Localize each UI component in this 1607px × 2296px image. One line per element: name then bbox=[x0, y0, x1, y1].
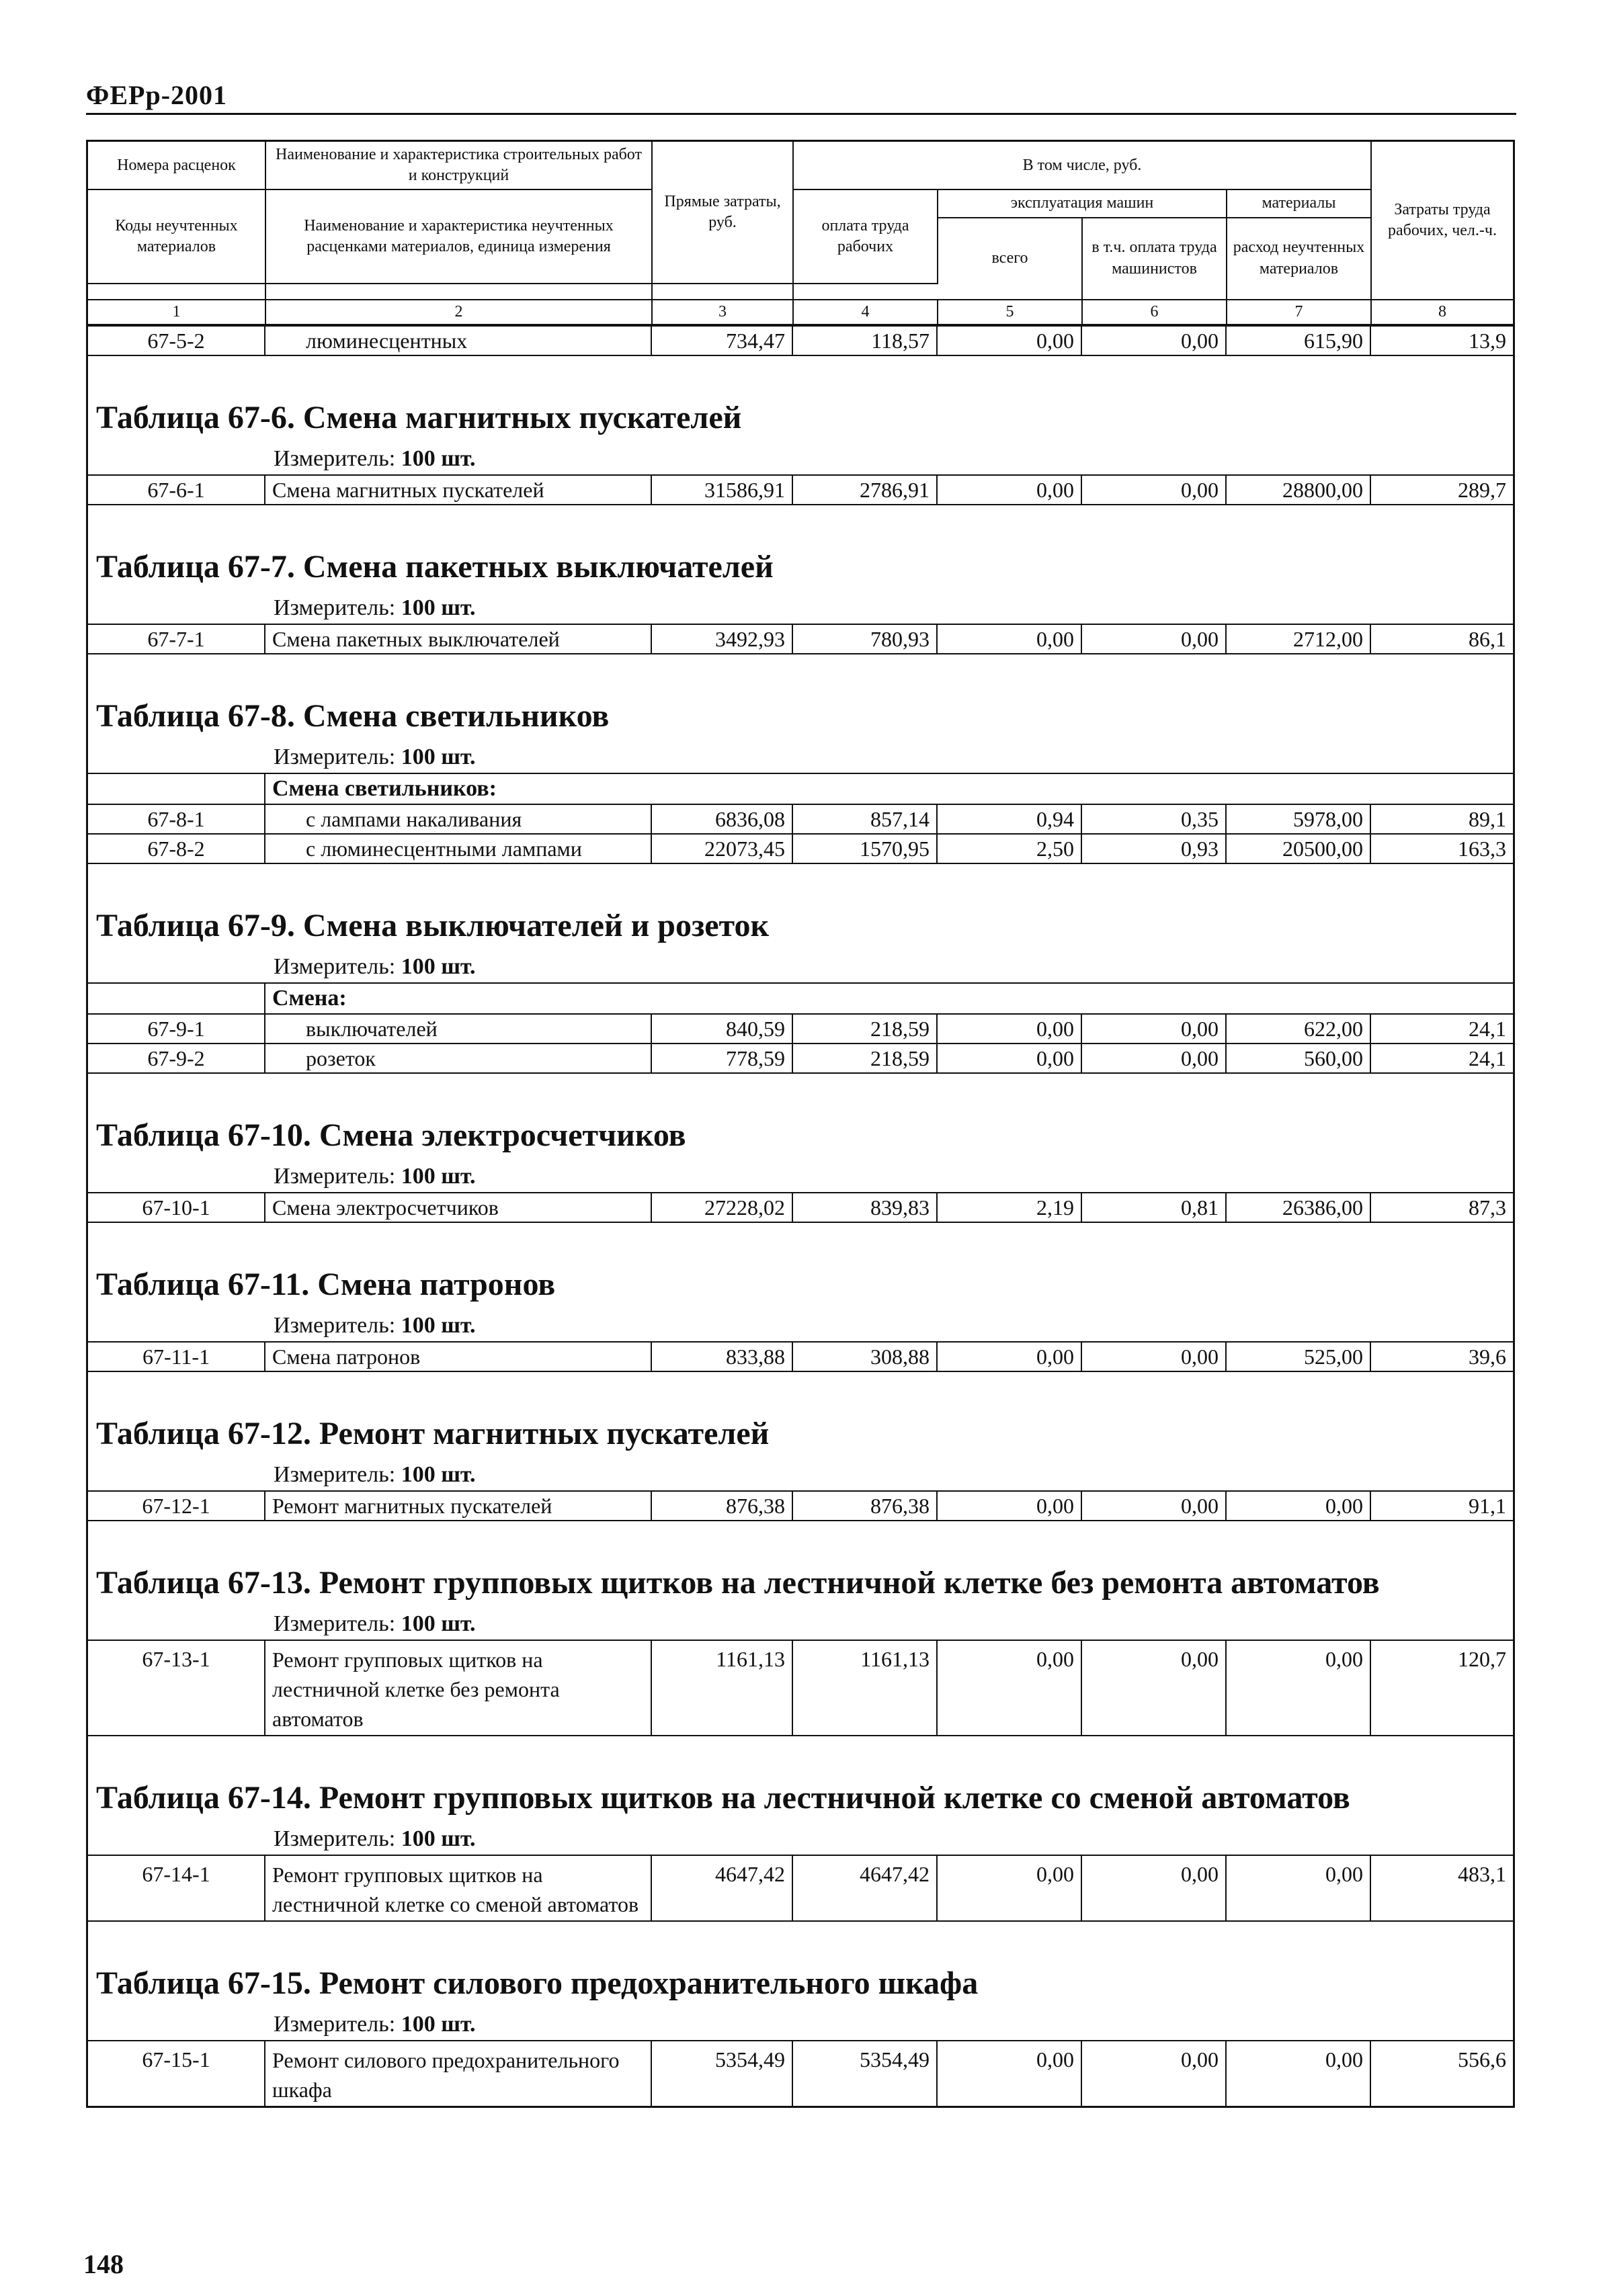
meter-value: 100 шт. bbox=[401, 595, 476, 620]
column-number: 4 bbox=[793, 300, 938, 325]
machines-total: 0,00 bbox=[938, 625, 1082, 653]
meter-label: Измеритель: bbox=[274, 2011, 396, 2037]
header-material-codes: Коды неучтенных материалов bbox=[88, 189, 265, 283]
operator-pay: 0,81 bbox=[1082, 1193, 1227, 1222]
column-number: 8 bbox=[1371, 300, 1513, 325]
header-labor-hours: Затраты труда рабочих, чел.-ч. bbox=[1371, 141, 1513, 300]
materials-cost: 560,00 bbox=[1227, 1044, 1371, 1072]
subheading-row bbox=[88, 773, 1513, 804]
column-number: 7 bbox=[1227, 300, 1371, 325]
operator-pay: 0,00 bbox=[1082, 1044, 1227, 1072]
table-row bbox=[88, 804, 1513, 833]
worker-pay: 118,57 bbox=[793, 327, 938, 355]
table-row bbox=[88, 1043, 1513, 1072]
rate-code: 67-9-2 bbox=[88, 1044, 265, 1072]
section-title: Таблица 67-13. Ремонт групповых щитков на лестничной клетке без ремонта автоматов bbox=[88, 1520, 1513, 1603]
machines-total: 0,00 bbox=[938, 476, 1082, 504]
meter-label: Измеритель: bbox=[274, 1312, 396, 1338]
header-machine-operation: эксплуатация машин bbox=[938, 189, 1227, 217]
materials-cost: 0,00 bbox=[1227, 1856, 1371, 1920]
header-operator-pay: в т.ч. оплата труда машинистов bbox=[1082, 218, 1227, 300]
operator-pay: 0,00 bbox=[1082, 327, 1227, 355]
meter-value: 100 шт. bbox=[401, 1826, 476, 1851]
operator-pay: 0,00 bbox=[1082, 1343, 1227, 1371]
table-row bbox=[88, 624, 1513, 653]
meter-label: Измеритель: bbox=[274, 1611, 396, 1636]
subheading-row bbox=[88, 982, 1513, 1013]
section-title: Таблица 67-10. Смена электросчетчиков bbox=[88, 1072, 1513, 1156]
labor-hours: 87,3 bbox=[1469, 1195, 1506, 1220]
header-worker-pay: оплата труда рабочих bbox=[793, 189, 938, 283]
meter-label: Измеритель: bbox=[274, 445, 396, 471]
materials-cost: 622,00 bbox=[1227, 1015, 1371, 1043]
worker-pay: 5354,49 bbox=[793, 2041, 938, 2106]
worker-pay: 876,38 bbox=[793, 1492, 938, 1520]
table-section bbox=[88, 1371, 1513, 1520]
direct-costs: 31586,91 bbox=[652, 476, 793, 504]
direct-costs: 833,88 bbox=[652, 1343, 793, 1371]
header-direct-costs: Прямые затраты, руб. bbox=[652, 141, 793, 284]
rate-code: 67-12-1 bbox=[88, 1492, 265, 1520]
column-header-table bbox=[88, 140, 1513, 325]
page-number: 148 bbox=[83, 2249, 124, 2279]
table-section bbox=[88, 1920, 1513, 2106]
meter-label: Измеритель: bbox=[274, 595, 396, 620]
meter-line bbox=[88, 1156, 1513, 1192]
table-row bbox=[88, 1341, 1513, 1371]
machines-total: 0,00 bbox=[938, 1492, 1082, 1520]
machines-total: 0,00 bbox=[938, 2041, 1082, 2106]
operator-pay: 0,00 bbox=[1082, 2041, 1227, 2106]
rate-code: 67-13-1 bbox=[88, 1641, 265, 1735]
work-name: с люминесцентными лампами bbox=[265, 835, 652, 863]
machines-total: 0,00 bbox=[938, 327, 1082, 355]
work-name: Смена электросчетчиков bbox=[265, 1193, 652, 1222]
materials-cost: 615,90 bbox=[1227, 327, 1371, 355]
section-title: Таблица 67-12. Ремонт магнитных пускателей bbox=[88, 1371, 1513, 1454]
table-row bbox=[88, 2040, 1513, 2106]
labor-hours: 91,1 bbox=[1469, 1493, 1506, 1518]
operator-pay: 0,00 bbox=[1082, 476, 1227, 504]
subheading-text: Смена светильников: bbox=[272, 775, 497, 801]
rate-code: 67-8-1 bbox=[88, 805, 265, 833]
meter-label: Измеритель: bbox=[274, 1826, 396, 1851]
table-section bbox=[88, 1072, 1513, 1222]
table-section bbox=[88, 355, 1513, 504]
section-title: Таблица 67-8. Смена светильников bbox=[88, 653, 1513, 736]
labor-hours: 89,1 bbox=[1469, 806, 1506, 831]
rate-code: 67-5-2 bbox=[88, 327, 265, 355]
header-rule bbox=[86, 113, 1516, 115]
table-row bbox=[88, 474, 1513, 504]
worker-pay: 4647,42 bbox=[793, 1856, 938, 1920]
worker-pay: 218,59 bbox=[793, 1044, 938, 1072]
worker-pay: 857,14 bbox=[793, 805, 938, 833]
header-work-name: Наименование и характеристика строительных работ и конструкций bbox=[265, 141, 652, 190]
column-number: 1 bbox=[88, 300, 265, 325]
direct-costs: 5354,49 bbox=[652, 2041, 793, 2106]
worker-pay: 308,88 bbox=[793, 1343, 938, 1371]
work-name: Смена патронов bbox=[265, 1343, 652, 1371]
meter-value: 100 шт. bbox=[401, 1163, 476, 1189]
meter-line bbox=[88, 2004, 1513, 2040]
subheading-spacer bbox=[88, 774, 265, 804]
rate-code: 67-7-1 bbox=[88, 625, 265, 653]
header-group-incl: В том числе, руб. bbox=[793, 141, 1371, 190]
rate-code: 67-10-1 bbox=[88, 1193, 265, 1222]
worker-pay: 2786,91 bbox=[793, 476, 938, 504]
labor-hours: 24,1 bbox=[1469, 1046, 1506, 1070]
section-title: Таблица 67-11. Смена патронов bbox=[88, 1222, 1513, 1305]
header-rate-numbers: Номера расценок bbox=[88, 141, 265, 190]
worker-pay: 1570,95 bbox=[793, 835, 938, 863]
work-name: Ремонт силового предохранительного шкафа bbox=[265, 2041, 652, 2106]
materials-cost: 525,00 bbox=[1227, 1343, 1371, 1371]
machines-total: 0,00 bbox=[938, 1641, 1082, 1735]
direct-costs: 876,38 bbox=[652, 1492, 793, 1520]
direct-costs: 27228,02 bbox=[652, 1193, 793, 1222]
subheading-text: Смена: bbox=[272, 985, 347, 1011]
worker-pay: 218,59 bbox=[793, 1015, 938, 1043]
table-section bbox=[88, 1735, 1513, 1920]
header-material-names: Наименование и характеристика неучтенных расценками материалов, единица измерения bbox=[265, 189, 652, 283]
labor-hours: 483,1 bbox=[1458, 1861, 1506, 1886]
machines-total: 2,19 bbox=[938, 1193, 1082, 1222]
operator-pay: 0,00 bbox=[1082, 625, 1227, 653]
operator-pay: 0,35 bbox=[1082, 805, 1227, 833]
tables-container bbox=[88, 355, 1513, 2106]
work-name: с лампами накаливания bbox=[265, 805, 652, 833]
section-title: Таблица 67-15. Ремонт силового предохранительного шкафа bbox=[88, 1920, 1513, 2004]
table-row bbox=[88, 1640, 1513, 1735]
meter-label: Измеритель: bbox=[274, 744, 396, 769]
materials-cost: 5978,00 bbox=[1227, 805, 1371, 833]
labor-hours: 86,1 bbox=[1469, 626, 1506, 651]
materials-cost: 0,00 bbox=[1227, 1492, 1371, 1520]
meter-line bbox=[88, 1603, 1513, 1640]
direct-costs: 22073,45 bbox=[652, 835, 793, 863]
meter-line bbox=[88, 1454, 1513, 1490]
section-title: Таблица 67-9. Смена выключателей и розеток bbox=[88, 863, 1513, 946]
work-name: Ремонт магнитных пускателей bbox=[265, 1492, 652, 1520]
work-name: Ремонт групповых щитков на лестничной клетке со сменой автоматов bbox=[265, 1856, 652, 1920]
work-name: Ремонт групповых щитков на лестничной клетке без ремонта автоматов bbox=[265, 1641, 652, 1735]
operator-pay: 0,00 bbox=[1082, 1641, 1227, 1735]
meter-line bbox=[88, 736, 1513, 773]
rate-code: 67-14-1 bbox=[88, 1856, 265, 1920]
worker-pay: 839,83 bbox=[793, 1193, 938, 1222]
table-section bbox=[88, 1222, 1513, 1371]
work-name: выключателей bbox=[265, 1015, 652, 1043]
column-number: 2 bbox=[265, 300, 652, 325]
header-materials: материалы bbox=[1227, 189, 1371, 217]
direct-costs: 4647,42 bbox=[652, 1856, 793, 1920]
header-machines-total: всего bbox=[938, 218, 1082, 300]
meter-line bbox=[88, 587, 1513, 624]
meter-label: Измеритель: bbox=[274, 1163, 396, 1189]
rate-code: 67-8-2 bbox=[88, 835, 265, 863]
section-title: Таблица 67-14. Ремонт групповых щитков на лестничной клетке со сменой автоматов bbox=[88, 1735, 1513, 1818]
materials-cost: 2712,00 bbox=[1227, 625, 1371, 653]
machines-total: 0,00 bbox=[938, 1044, 1082, 1072]
rate-code: 67-11-1 bbox=[88, 1343, 265, 1371]
worker-pay: 780,93 bbox=[793, 625, 938, 653]
operator-pay: 0,00 bbox=[1082, 1856, 1227, 1920]
table-section bbox=[88, 1520, 1513, 1735]
meter-value: 100 шт. bbox=[401, 1461, 476, 1487]
meter-label: Измеритель: bbox=[274, 1461, 396, 1487]
meter-line bbox=[88, 1305, 1513, 1341]
work-name: розеток bbox=[265, 1044, 652, 1072]
work-name: люминесцентных bbox=[265, 327, 652, 355]
table-row bbox=[88, 325, 1513, 355]
meter-line bbox=[88, 1818, 1513, 1855]
direct-costs: 6836,08 bbox=[652, 805, 793, 833]
section-title: Таблица 67-6. Смена магнитных пускателей bbox=[88, 355, 1513, 438]
rates-document bbox=[86, 140, 1515, 2108]
meter-value: 100 шт. bbox=[401, 1312, 476, 1338]
operator-pay: 0,00 bbox=[1082, 1492, 1227, 1520]
labor-hours: 24,1 bbox=[1469, 1016, 1506, 1041]
labor-hours: 163,3 bbox=[1458, 836, 1506, 861]
labor-hours: 556,6 bbox=[1458, 2047, 1506, 2072]
rate-code: 67-15-1 bbox=[88, 2041, 265, 2106]
machines-total: 0,00 bbox=[938, 1856, 1082, 1920]
column-number: 6 bbox=[1082, 300, 1227, 325]
section-title: Таблица 67-7. Смена пакетных выключателей bbox=[88, 504, 1513, 587]
table-section bbox=[88, 863, 1513, 1072]
rate-code: 67-9-1 bbox=[88, 1015, 265, 1043]
table-row bbox=[88, 1490, 1513, 1520]
subheading-spacer bbox=[88, 984, 265, 1013]
header-material-use: расход неучтенных материалов bbox=[1227, 218, 1371, 300]
direct-costs: 840,59 bbox=[652, 1015, 793, 1043]
machines-total: 0,00 bbox=[938, 1343, 1082, 1371]
meter-value: 100 шт. bbox=[401, 953, 476, 979]
table-section bbox=[88, 653, 1513, 863]
operator-pay: 0,00 bbox=[1082, 1015, 1227, 1043]
column-number: 3 bbox=[652, 300, 793, 325]
labor-hours: 289,7 bbox=[1458, 477, 1506, 502]
materials-cost: 0,00 bbox=[1227, 1641, 1371, 1735]
rate-code: 67-6-1 bbox=[88, 476, 265, 504]
materials-cost: 0,00 bbox=[1227, 2041, 1371, 2106]
direct-costs: 1161,13 bbox=[652, 1641, 793, 1735]
direct-costs: 734,47 bbox=[652, 327, 793, 355]
meter-value: 100 шт. bbox=[401, 1611, 476, 1636]
direct-costs: 778,59 bbox=[652, 1044, 793, 1072]
meter-value: 100 шт. bbox=[401, 445, 476, 471]
machines-total: 0,00 bbox=[938, 1015, 1082, 1043]
table-row bbox=[88, 1855, 1513, 1920]
meter-value: 100 шт. bbox=[401, 2011, 476, 2037]
table-row bbox=[88, 833, 1513, 863]
machines-total: 2,50 bbox=[938, 835, 1082, 863]
worker-pay: 1161,13 bbox=[793, 1641, 938, 1735]
table-section bbox=[88, 504, 1513, 653]
labor-hours: 120,7 bbox=[1458, 1646, 1506, 1671]
direct-costs: 3492,93 bbox=[652, 625, 793, 653]
meter-value: 100 шт. bbox=[401, 744, 476, 769]
machines-total: 0,94 bbox=[938, 805, 1082, 833]
table-row bbox=[88, 1192, 1513, 1222]
column-number: 5 bbox=[938, 300, 1082, 325]
materials-cost: 28800,00 bbox=[1227, 476, 1371, 504]
materials-cost: 26386,00 bbox=[1227, 1193, 1371, 1222]
labor-hours: 39,6 bbox=[1469, 1344, 1506, 1369]
work-name: Смена пакетных выключателей bbox=[265, 625, 652, 653]
meter-line bbox=[88, 438, 1513, 474]
work-name: Смена магнитных пускателей bbox=[265, 476, 652, 504]
materials-cost: 20500,00 bbox=[1227, 835, 1371, 863]
meter-line bbox=[88, 946, 1513, 982]
operator-pay: 0,93 bbox=[1082, 835, 1227, 863]
page-header-title: ФЕРр-2001 bbox=[86, 80, 228, 110]
table-row bbox=[88, 1013, 1513, 1043]
meter-label: Измеритель: bbox=[274, 953, 396, 979]
labor-hours: 13,9 bbox=[1469, 328, 1506, 353]
